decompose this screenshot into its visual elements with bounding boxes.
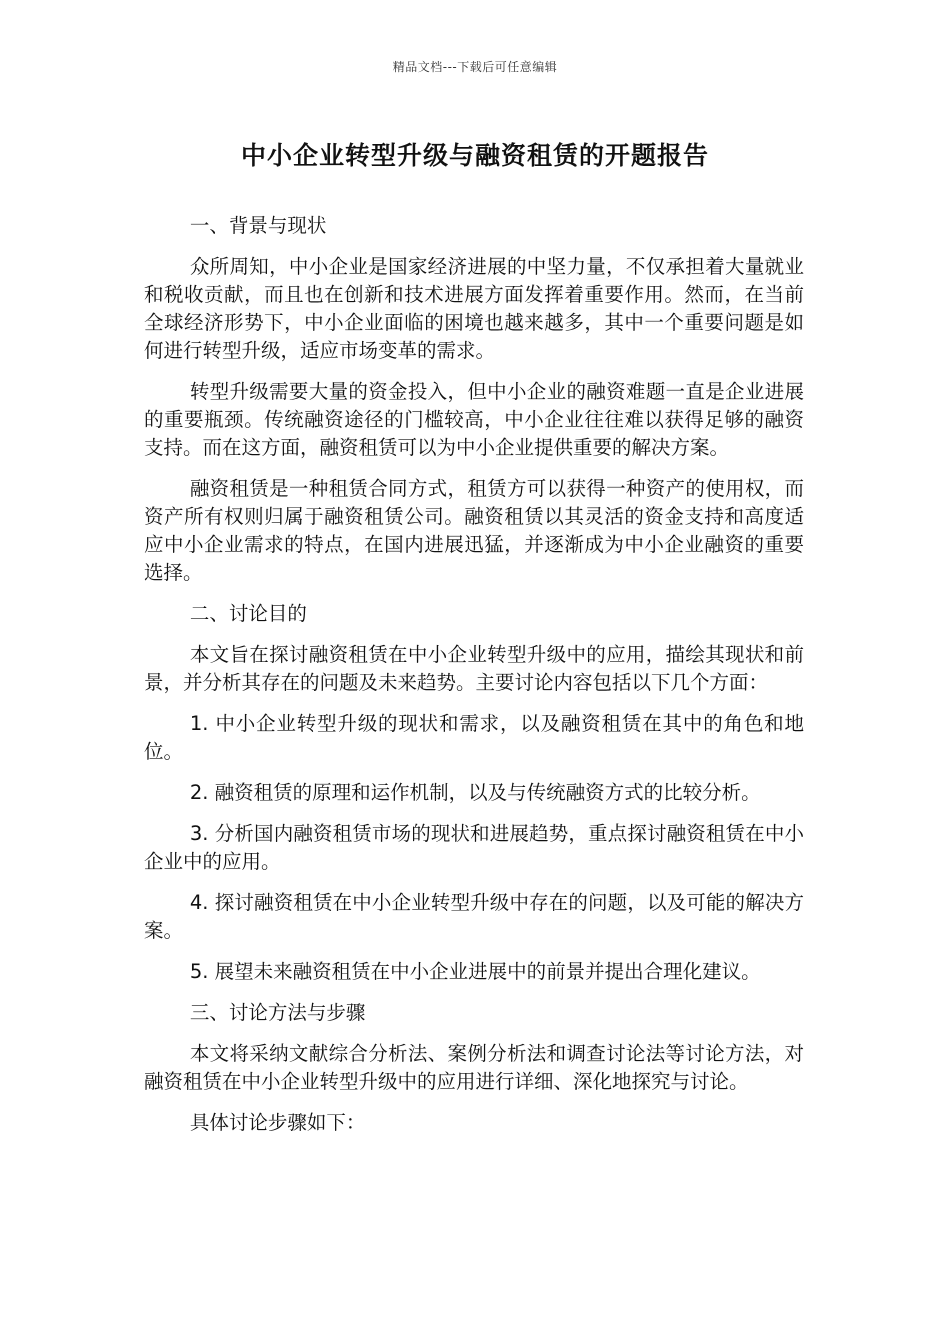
paragraph: 众所周知，中小企业是国家经济进展的中坚力量，不仅承担着大量就业和税收贡献，而且也在创新和技术进展方面发挥着重要作用。然而，在当前全球经济形势下，中小企业面临的困境也越来越多，其中一个重要问题是如何进行转型升级，适应市场变革的需求。 — [144, 255, 804, 362]
section-heading-methods: 三、讨论方法与步骤 — [189, 1001, 366, 1024]
paragraph: 本文将采纳文献综合分析法、案例分析法和调查讨论法等讨论方法，对融资租赁在中小企业转型升级中的应用进行详细、深化地探究与讨论。 — [144, 1042, 804, 1093]
paragraph: 本文旨在探讨融资租赁在中小企业转型升级中的应用，描绘其现状和前景，并分析其存在的问题及未来趋势。主要讨论内容包括以下几个方面： — [144, 643, 804, 694]
section-heading-background: 一、背景与现状 — [189, 214, 327, 237]
document-body — [144, 212, 804, 1150]
list-item: 4. 探讨融资租赁在中小企业转型升级中存在的问题，以及可能的解决方案。 — [144, 891, 804, 942]
paragraph: 具体讨论步骤如下： — [189, 1111, 366, 1134]
list-item: 3. 分析国内融资租赁市场的现状和进展趋势，重点探讨融资租赁在中小企业中的应用。 — [144, 822, 804, 873]
header-note: 精品文档---下载后可任意编辑 — [392, 60, 558, 74]
list-item: 2. 融资租赁的原理和运作机制，以及与传统融资方式的比较分析。 — [189, 781, 761, 804]
section-heading-purpose: 二、讨论目的 — [189, 602, 307, 625]
paragraph: 转型升级需要大量的资金投入，但中小企业的融资难题一直是企业进展的重要瓶颈。传统融资途径的门槛较高，中小企业往往难以获得足够的融资支持。而在这方面，融资租赁可以为中小企业提供重要的解决方案。 — [144, 380, 804, 459]
list-item: 5. 展望未来融资租赁在中小企业进展中的前景并提出合理化建议。 — [189, 960, 761, 983]
paragraph: 融资租赁是一种租赁合同方式，租赁方可以获得一种资产的使用权，而资产所有权则归属于融资租赁公司。融资租赁以其灵活的资金支持和高度适应中小企业需求的特点，在国内进展迅猛，并逐渐成为中小企业融资的重要选择。 — [144, 477, 804, 584]
list-item: 1. 中小企业转型升级的现状和需求，以及融资租赁在其中的角色和地位。 — [144, 712, 804, 763]
document-title: 中小企业转型升级与融资租赁的开题报告 — [240, 141, 709, 170]
